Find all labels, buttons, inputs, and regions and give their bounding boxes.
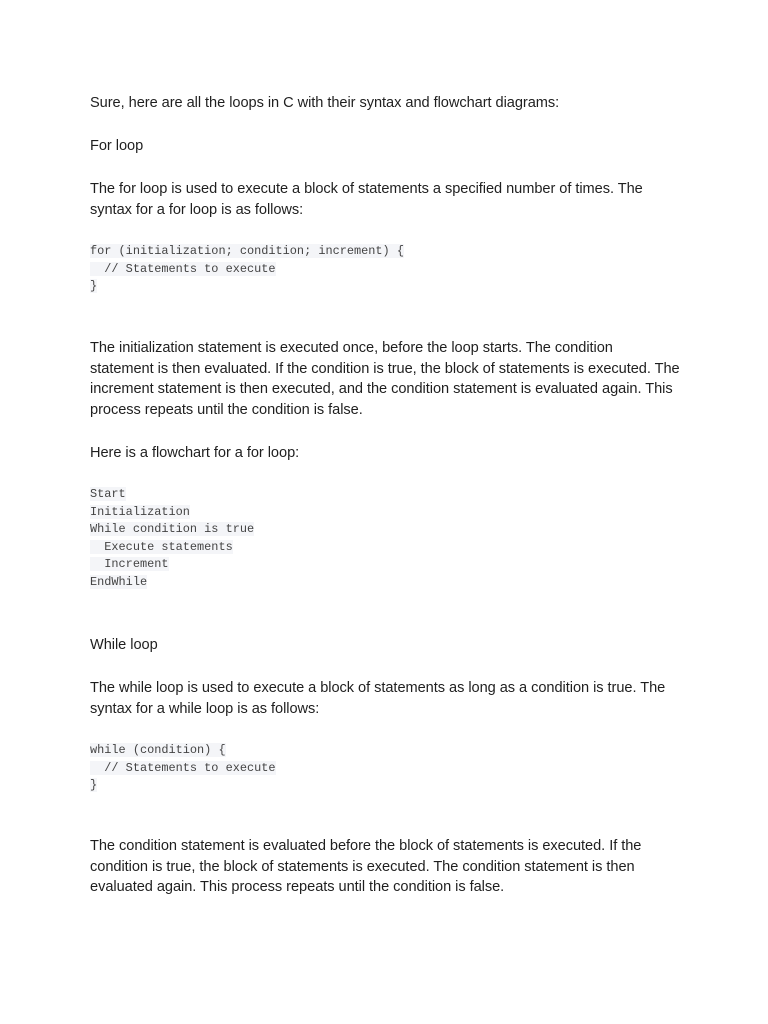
code-line: } <box>90 778 98 793</box>
code-line: while (condition) { <box>90 743 226 757</box>
code-line: for (initialization; condition; increment) { <box>90 244 404 258</box>
code-line: } <box>90 279 98 294</box>
flowchart-line: EndWhile <box>90 574 148 589</box>
flowchart-line: Execute statements <box>90 539 233 554</box>
code-line: // Statements to execute <box>90 760 276 775</box>
while-loop-explanation: The condition statement is evaluated before the block of statements is executed. If the condition is true, the block of statements is executed. The condition statement is then evaluated again. This process repeats until the condition is false. <box>90 838 642 896</box>
flowchart-line: While condition is true <box>90 522 255 537</box>
flowchart-line: Start <box>90 487 126 501</box>
while-loop-code-block <box>90 742 276 795</box>
for-loop-heading: For loop <box>90 138 144 154</box>
for-loop-code-block <box>90 243 404 296</box>
while-loop-description: The while loop is used to execute a block of statements as long as a condition is true. The syntax for a while loop is as follows: <box>90 680 666 717</box>
flowchart-line: Increment <box>90 557 169 572</box>
for-loop-description: The for loop is used to execute a block of statements a specified number of times. The syntax for a for loop is as follows: <box>90 181 643 218</box>
while-loop-heading: While loop <box>90 637 158 653</box>
for-loop-flowchart-block <box>90 486 254 592</box>
flowchart-line: Initialization <box>90 504 190 519</box>
intro-paragraph: Sure, here are all the loops in C with their syntax and flowchart diagrams: <box>90 95 560 111</box>
flowchart-intro: Here is a flowchart for a for loop: <box>90 445 300 461</box>
for-loop-explanation: The initialization statement is executed once, before the loop starts. The condition statement is then evaluated. If the condition is true, the block of statements is executed. The increment statement is then executed, and the condition statement is evaluated again. This process repeats until the condition is false. <box>90 340 680 418</box>
code-line: // Statements to execute <box>90 261 276 276</box>
document-page <box>90 0 690 1024</box>
